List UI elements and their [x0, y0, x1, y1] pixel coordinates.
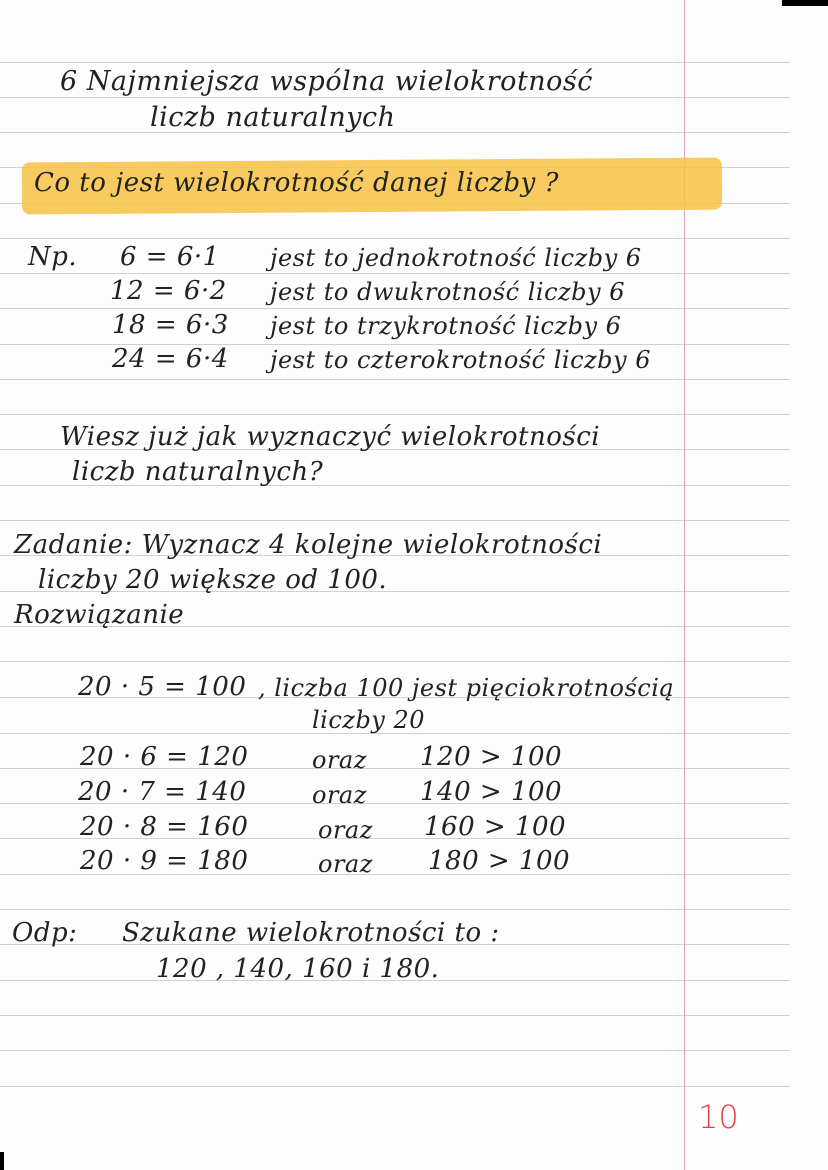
ruled-line [0, 379, 790, 380]
solution-compare: 180 > 100 [428, 846, 571, 876]
ruled-line [0, 1015, 790, 1016]
ruled-line [0, 661, 790, 662]
example-equation: 18 = 6·3 [112, 310, 229, 340]
task-line-2: liczby 20 większe od 100. [38, 565, 388, 595]
ruled-line [0, 520, 790, 521]
example-equation: 24 = 6·4 [112, 344, 229, 374]
ruled-line [0, 238, 790, 239]
page-number: 10 [698, 1098, 739, 1136]
solution-equation: 20 · 8 = 160 [80, 812, 249, 842]
ruled-line [0, 909, 790, 910]
question-line-2: liczb naturalnych? [72, 457, 324, 487]
solution-equation: 20 · 6 = 120 [80, 742, 249, 772]
ruled-line [0, 414, 790, 415]
highlighted-question: Co to jest wielokrotność danej liczby ? [34, 168, 559, 198]
solution-equation: 20 · 7 = 140 [78, 777, 247, 807]
example-equation: 6 = 6·1 [120, 242, 220, 272]
solution-compare: 140 > 100 [420, 777, 563, 807]
example-text: jest to czterokrotność liczby 6 [270, 346, 651, 374]
question-line-1: Wiesz już jak wyznaczyć wielokrotności [60, 422, 601, 452]
ruled-line [0, 1086, 790, 1087]
solution-text: , liczba 100 jest pięciokrotnością [258, 674, 675, 702]
title-line-2: liczb naturalnych [150, 102, 396, 133]
ruled-line [0, 308, 790, 309]
solution-equation: 20 · 9 = 180 [80, 846, 249, 876]
title-line-1: 6 Najmniejsza wspólna wielokrotność [60, 66, 593, 97]
solution-compare: 160 > 100 [424, 812, 567, 842]
solution-word: oraz [318, 816, 373, 844]
solution-word: oraz [312, 781, 367, 809]
task-line-1: Zadanie: Wyznacz 4 kolejne wielokrotności [14, 530, 603, 560]
scan-corner-mark [782, 0, 828, 6]
answer-line-1: Szukane wielokrotności to : [122, 918, 500, 948]
solution-equation: 20 · 5 = 100 [78, 672, 247, 702]
solution-word: oraz [318, 850, 373, 878]
answer-label: Odp: [12, 918, 78, 948]
solution-word: oraz [312, 746, 367, 774]
answer-line-2: 120 , 140, 160 i 180. [156, 954, 440, 984]
example-text: jest to jednokrotność liczby 6 [270, 244, 642, 272]
example-text: jest to trzykrotność liczby 6 [270, 312, 622, 340]
ruled-line [0, 1050, 790, 1051]
example-equation: 12 = 6·2 [110, 276, 227, 306]
solution-text-2: liczby 20 [312, 706, 426, 734]
example-label: Np. [28, 242, 78, 272]
solution-label: Rozwiązanie [14, 600, 185, 630]
ruled-line [0, 273, 790, 274]
solution-compare: 120 > 100 [420, 742, 563, 772]
ruled-line [0, 97, 790, 98]
scan-edge-mark [0, 1152, 4, 1170]
example-text: jest to dwukrotność liczby 6 [270, 278, 625, 306]
ruled-line [0, 62, 790, 63]
